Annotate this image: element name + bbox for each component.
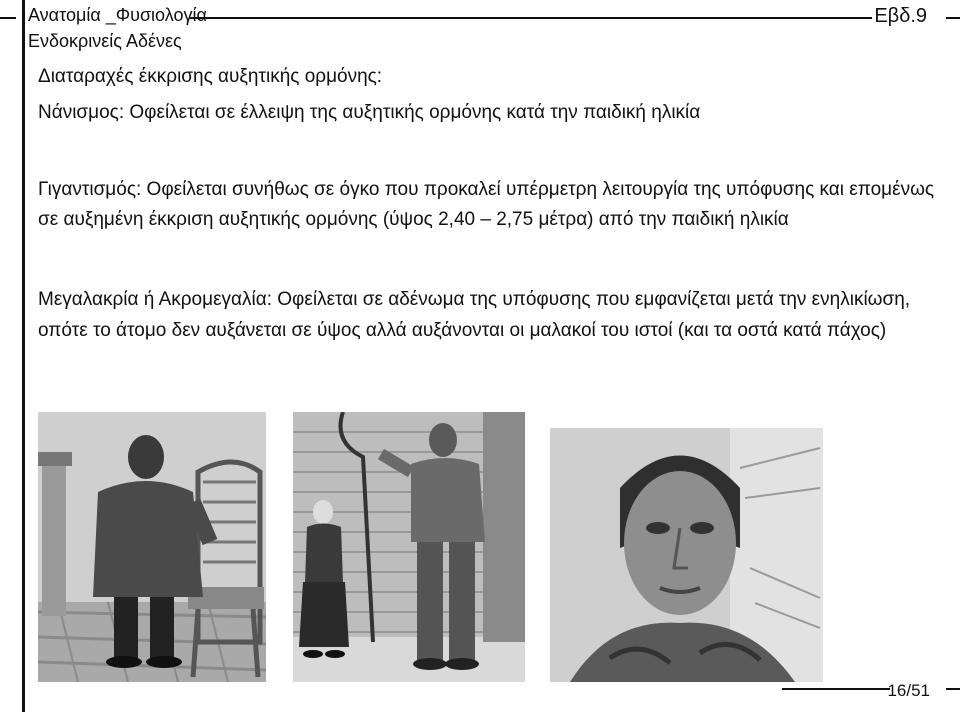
dwarfism-text: Νάνισμος: Οφείλεται σε έλλειψη της αυξητικής ορμόνης κατά την παιδική ηλικία xyxy=(38,102,701,123)
header-rule xyxy=(190,17,872,19)
dwarfism-photo xyxy=(38,412,266,682)
acromegaly-photo xyxy=(550,428,823,682)
week-code: Εβδ.9 xyxy=(874,5,927,27)
acromegaly-text: Μεγαλακρία ή Ακρομεγαλία: Οφείλεται σε αδένωμα της υπόφυσης που εμφανίζεται μετά την ενηλικίωση, οπότε το άτομο δεν αυξάνεται σε ύψος αλλά αυξάνονται οι μαλακοί του ιστοί (και τα οστά κατά πάχος) xyxy=(38,289,911,341)
gigantism-photo xyxy=(293,412,525,682)
chapter-title: Ενδοκρινείς Αδένες xyxy=(28,31,182,51)
footer-right-tick xyxy=(946,688,960,690)
gigantism-text: Γιγαντισμός: Οφείλεται συνήθως σε όγκο που προκαλεί υπέρμετρη λειτουργία της υπόφυσης και επομένως σε αυξημένη έκκριση αυξητικής ορμόνης (ύψος 2,40 – 2,75 μέτρα) από την παιδική ηλικία xyxy=(38,179,935,230)
header-right-tick xyxy=(946,17,960,19)
course-title: Ανατομία _Φυσιολογία xyxy=(28,5,207,25)
footer-rule xyxy=(782,688,890,690)
header-left-tick xyxy=(0,17,16,19)
page-number: 16/51 xyxy=(887,681,930,700)
section-heading: Διαταραχές έκκρισης αυξητικής ορμόνης: xyxy=(38,66,383,87)
left-vertical-rule xyxy=(22,0,25,712)
